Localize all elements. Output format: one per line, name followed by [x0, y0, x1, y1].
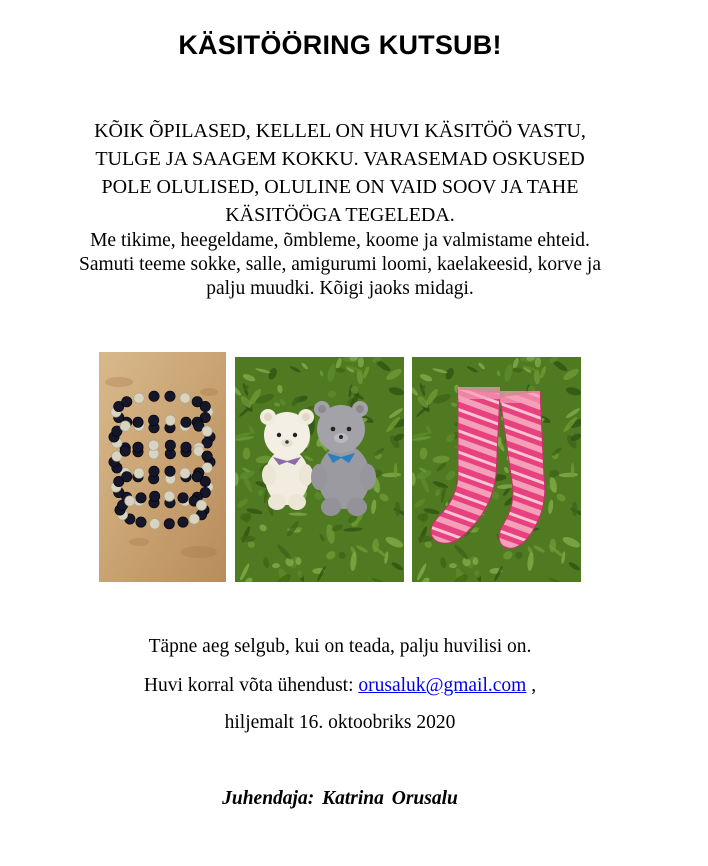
- contact-info: [40, 675, 640, 697]
- contact-suffix: ,: [526, 675, 537, 696]
- page-title: KÄSITÖÖRING KUTSUB!: [178, 30, 502, 60]
- description-line: Me tikime, heegeldame, õmbleme, koome ja valmistame ehteid.: [90, 230, 590, 251]
- beaded-bracelet-photo: [99, 352, 226, 582]
- deadline-text: hiljemalt 16. oktoobriks 2020: [224, 712, 456, 733]
- contact-prefix: Huvi korral võta ühendust:: [143, 675, 359, 696]
- leader-name: Katrina Orusalu: [322, 788, 458, 809]
- description-line: palju muudki. Kõigi jaoks midagi.: [206, 278, 474, 299]
- intro-paragraph: [40, 117, 640, 229]
- intro-line: KÄSITÖÖGA TEGELEDA.: [225, 204, 455, 226]
- knitted-socks-photo: [412, 357, 581, 582]
- description-paragraph: [30, 229, 650, 301]
- intro-line: KÕIK ÕPILASED, KELLEL ON HUVI KÄSITÖÖ VASTU,: [94, 120, 586, 142]
- intro-line: POLE OLULISED, OLULINE ON VAID SOOV JA TAHE: [101, 176, 579, 198]
- time-info: Täpne aeg selgub, kui on teada, palju huvilisi on.: [148, 636, 532, 657]
- description-line: Samuti teeme sokke, salle, amigurumi loomi, kaelakeesid, korve ja: [78, 254, 602, 275]
- intro-line: TULGE JA SAAGEM KOKKU. VARASEMAD OSKUSED: [95, 148, 585, 170]
- crocheted-bears-photo: [235, 357, 404, 582]
- email-link[interactable]: orusaluk@gmail.com: [358, 675, 527, 696]
- leader-label: Juhendaja:: [222, 788, 315, 809]
- leader-line: [40, 788, 640, 810]
